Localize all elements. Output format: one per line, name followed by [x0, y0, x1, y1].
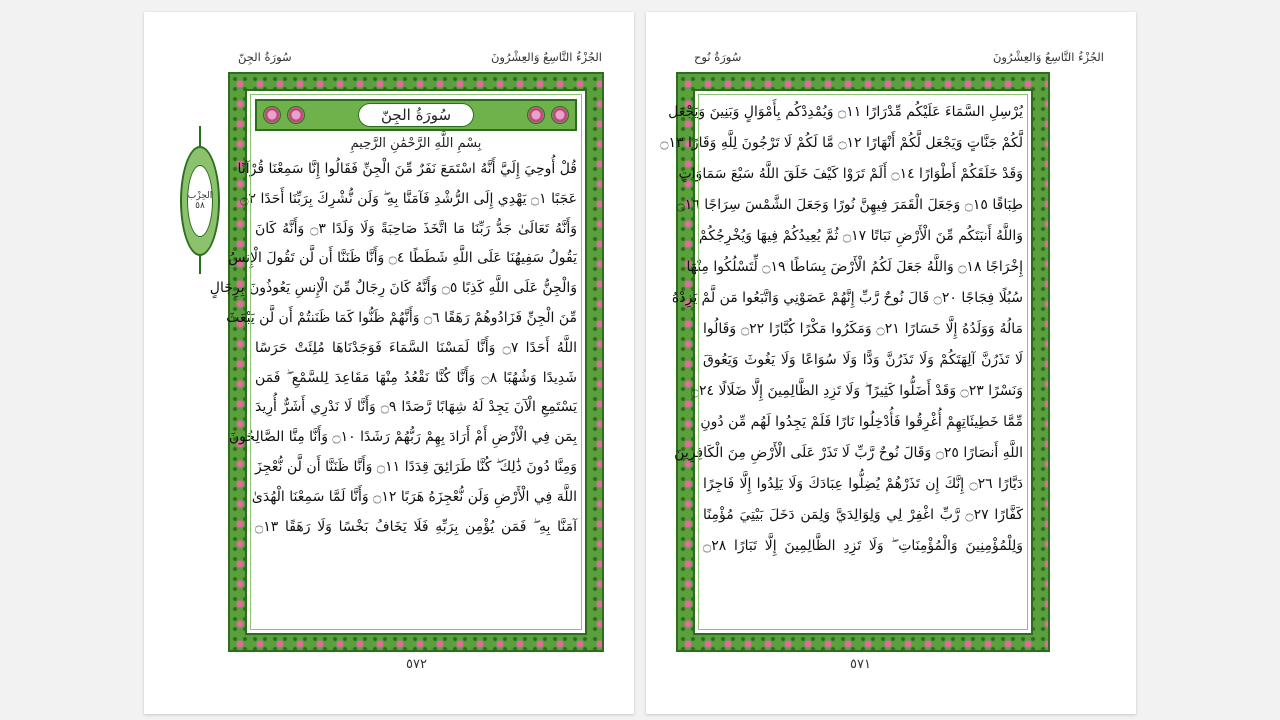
verse-line[interactable]: بِمَن فِي الْأَرْضِ أَمْ أَرَادَ بِهِمْ رَبُّهُمْ رَشَدًا ۝١٠ وَأَنَّا مِنَّا الصَّالِحُونَ	[228, 429, 577, 446]
verse-line[interactable]: مِّمَّا خَطِيئَاتِهِمْ أُغْرِقُوا فَأُدْخِلُوا نَارًا فَلَمْ يَجِدُوا لَهُم مِّن دُونِ	[700, 414, 1023, 430]
rosette-icon	[551, 106, 569, 124]
verse-line[interactable]: كَفَّارًا ۝٢٧ رَّبِّ اغْفِرْ لِي وَلِوَالِدَيَّ وَلِمَن دَخَلَ بَيْتِيَ مُؤْمِنًا	[703, 507, 1023, 523]
verse-lines	[660, 91, 1031, 562]
hizb-stem-top	[199, 126, 201, 146]
sura-header: سُورَةُ نُوح	[694, 50, 742, 64]
right-page[interactable]	[646, 12, 1136, 714]
verse-line[interactable]: وَقَدْ خَلَقَكُمْ أَطْوَارًا ۝١٤ أَلَمْ تَرَوْا كَيْفَ خَلَقَ اللَّهُ سَبْعَ سَمَاوَاتٍ	[678, 166, 1023, 182]
page-number: ٥٧٢	[406, 657, 427, 672]
sura-title-banner	[255, 99, 577, 131]
verse-line[interactable]: سُبُلًا فِجَاجًا ۝٢٠ قَالَ نُوحٌ رَّبِّ إِنَّهُمْ عَصَوْنِي وَاتَّبَعُوا مَن لَّمْ يَزِدْهُ	[671, 290, 1023, 306]
verse-line[interactable]: وَمِنَّا دُونَ ذَٰلِكَ ۖ كُنَّا طَرَائِقَ قِدَدًا ۝١١ وَأَنَّا ظَنَنَّا أَن لَّن نُّعْجِزَ	[255, 458, 577, 475]
verse-line[interactable]: آمَنَّا بِهِ ۖ فَمَن يُؤْمِن بِرَبِّهِ فَلَا يَخَافُ بَخْسًا وَلَا رَهَقًا ۝١٣	[255, 518, 577, 535]
verse-line[interactable]: لَّكُمْ جَنَّاتٍ وَيَجْعَل لَّكُمْ أَنْهَارًا ۝١٢ مَّا لَكُمْ لَا تَرْجُونَ لِلَّهِ وَقَارًا ۝١٣	[660, 135, 1023, 151]
verse-lines	[209, 155, 585, 542]
basmala: بِسْمِ اللَّهِ الرَّحْمَٰنِ الرَّحِيمِ	[350, 136, 482, 151]
verse-line[interactable]: وَالْجِنُّ عَلَى اللَّهِ كَذِبًا ۝٥ وَأَنَّهُ كَانَ رِجَالٌ مِّنَ الْإِنسِ يَعُوذُونَ بِرِجَالٍ	[209, 280, 577, 297]
hizb-number: ٥٨	[195, 201, 205, 211]
verse-line[interactable]: عَجَبًا ۝١ يَهْدِي إِلَى الرُّشْدِ فَآمَنَّا بِهِ ۖ وَلَن نُّشْرِكَ بِرَبِّنَا أَحَدًا ۝٢	[240, 190, 577, 207]
sura-title: سُورَةُ الجِنّ	[358, 103, 474, 127]
verse-line[interactable]: اللَّهُ أَحَدًا ۝٧ وَأَنَّا لَمَسْنَا السَّمَاءَ فَوَجَدْنَاهَا مُلِئَتْ حَرَسًا	[255, 339, 577, 356]
juz-header: الجُزْءُ التَّاسِعُ وَالعِشْرُونَ	[490, 50, 602, 64]
verse-line[interactable]: اللَّهِ أَنصَارًا ۝٢٥ وَقَالَ نُوحٌ رَّبِّ لَا تَذَرْ عَلَى الْأَرْضِ مِنَ الْكَافِرِينَ	[674, 445, 1023, 461]
hizb-inner	[187, 165, 213, 237]
hizb-marker	[180, 130, 220, 270]
verse-line[interactable]: قُلْ أُوحِيَ إِلَيَّ أَنَّهُ اسْتَمَعَ نَفَرٌ مِّنَ الْجِنِّ فَقَالُوا إِنَّا سَمِعْنَا قُرْآنًا	[237, 161, 577, 177]
hizb-label: الحِزْب	[187, 191, 213, 201]
verse-line[interactable]: وَاللَّهُ أَنبَتَكُم مِّنَ الْأَرْضِ نَبَاتًا ۝١٧ ثُمَّ يُعِيدُكُمْ فِيهَا وَيُخْرِجُكُمْ	[698, 228, 1023, 244]
ornamental-frame	[209, 72, 604, 652]
rosette-icon	[263, 106, 281, 124]
rosette-icon	[287, 106, 305, 124]
verse-line[interactable]: وَنَسْرًا ۝٢٣ وَقَدْ أَضَلُّوا كَثِيرًا ۖ وَلَا تَزِدِ الظَّالِمِينَ إِلَّا ضَلَالًا ۝٢٤	[690, 383, 1023, 399]
verse-line[interactable]: طِبَاقًا ۝١٥ وَجَعَلَ الْقَمَرَ فِيهِنَّ نُورًا وَجَعَلَ الشَّمْسَ سِرَاجًا ۝١٦	[676, 197, 1023, 213]
page-number: ٥٧١	[850, 657, 871, 672]
text-area	[660, 89, 1033, 635]
ornamental-frame	[660, 72, 1050, 652]
verse-line[interactable]: مِّنَ الْجِنِّ فَزَادُوهُمْ رَهَقًا ۝٦ وَأَنَّهُمْ ظَنُّوا كَمَا ظَنَنتُمْ أَن لَّن يَبْعَثَ	[226, 309, 577, 326]
verse-line[interactable]: إِخْرَاجًا ۝١٨ وَاللَّهُ جَعَلَ لَكُمُ الْأَرْضَ بِسَاطًا ۝١٩ لِّتَسْلُكُوا مِنْهَا	[686, 259, 1023, 275]
hizb-oval	[180, 146, 220, 256]
verse-line[interactable]: اللَّهَ فِي الْأَرْضِ وَلَن نُّعْجِزَهُ هَرَبًا ۝١٢ وَأَنَّا لَمَّا سَمِعْنَا الْهُدَىٰ	[251, 488, 577, 505]
sura-header: سُورَةُ الجِنّ	[238, 50, 292, 64]
text-area	[209, 89, 587, 635]
verse-line[interactable]: وَأَنَّهُ تَعَالَىٰ جَدُّ رَبِّنَا مَا اتَّخَذَ صَاحِبَةً وَلَا وَلَدًا ۝٣ وَأَنَّهُ كَانَ	[255, 220, 577, 237]
rosette-icon	[527, 106, 545, 124]
verse-line[interactable]: يَقُولُ سَفِيهُنَا عَلَى اللَّهِ شَطَطًا ۝٤ وَأَنَّا ظَنَنَّا أَن لَّن تَقُولَ الْإِنسُ	[228, 250, 577, 267]
hizb-stem-bottom	[199, 254, 201, 274]
verse-line[interactable]: دَيَّارًا ۝٢٦ إِنَّكَ إِن تَذَرْهُمْ يُضِلُّوا عِبَادَكَ وَلَا يَلِدُوا إِلَّا فَاجِرًا	[703, 476, 1023, 492]
juz-header: الجُزْءُ التَّاسِعُ وَالعِشْرُونَ	[992, 50, 1104, 64]
verse-line[interactable]: يَسْتَمِعِ الْآنَ يَجِدْ لَهُ شِهَابًا رَّصَدًا ۝٩ وَأَنَّا لَا نَدْرِي أَشَرٌّ أُرِيدَ	[255, 399, 577, 416]
verse-line[interactable]: لَا تَذَرُنَّ آلِهَتَكُمْ وَلَا تَذَرُنَّ وَدًّا وَلَا سُوَاعًا وَلَا يَغُوثَ وَيَعُوقَ	[703, 352, 1023, 368]
verse-line[interactable]: وَلِلْمُؤْمِنِينَ وَالْمُؤْمِنَاتِ ۖ وَلَا تَزِدِ الظَّالِمِينَ إِلَّا تَبَارًا ۝٢٨	[703, 538, 1023, 554]
verse-line[interactable]: يُرْسِلِ السَّمَاءَ عَلَيْكُم مِّدْرَارًا ۝١١ وَيُمْدِدْكُم بِأَمْوَالٍ وَبَنِينَ وَيَجْعَل	[668, 104, 1023, 120]
left-page[interactable]	[144, 12, 634, 714]
verse-line[interactable]: مَالُهُ وَوَلَدُهُ إِلَّا خَسَارًا ۝٢١ وَمَكَرُوا مَكْرًا كُبَّارًا ۝٢٢ وَقَالُوا	[703, 321, 1023, 337]
verse-line[interactable]: شَدِيدًا وَشُهُبًا ۝٨ وَأَنَّا كُنَّا نَقْعُدُ مِنْهَا مَقَاعِدَ لِلسَّمْعِ ۖ فَمَن	[255, 369, 577, 386]
